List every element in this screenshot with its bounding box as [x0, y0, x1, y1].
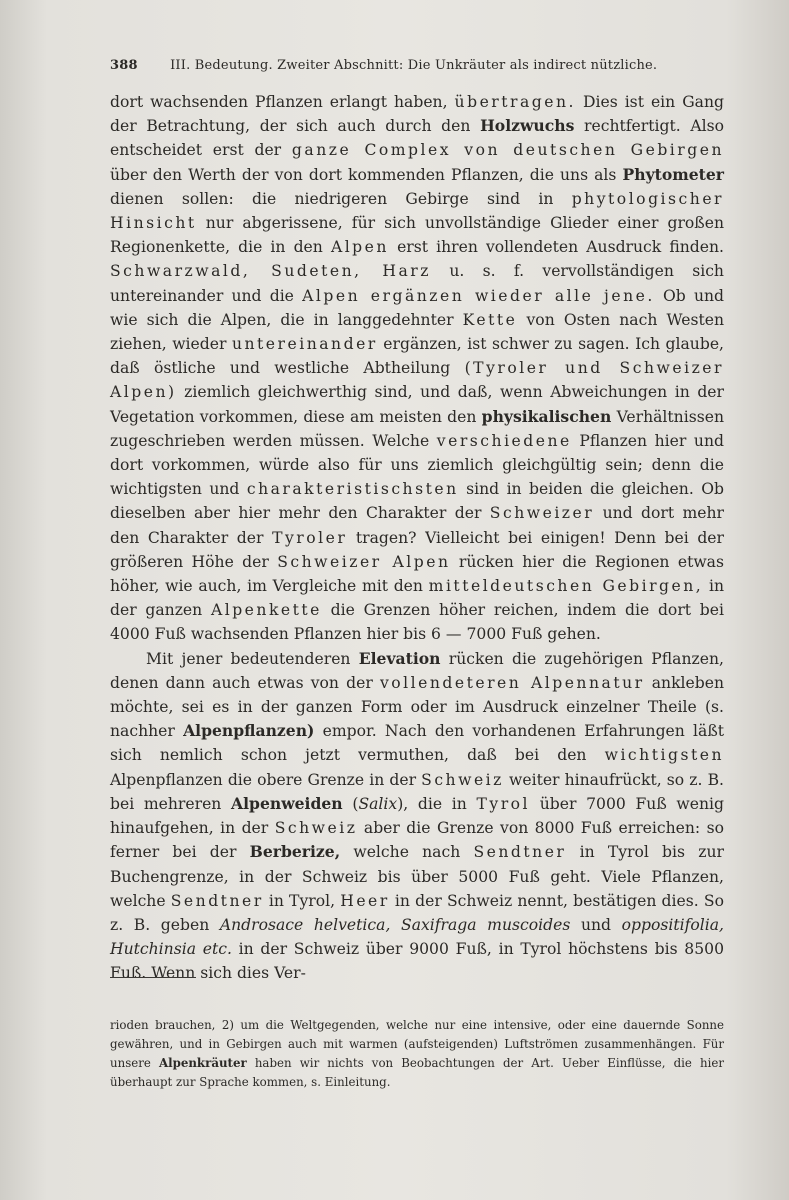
text-run: dienen sollen: die niedrigeren Gebirge sind in — [110, 189, 554, 208]
spaced-text: Heer — [340, 891, 390, 910]
spaced-text: charakteristischsten — [246, 480, 459, 499]
text-run: Ob und wie sich die Alpen, die in langgedehnter — [110, 286, 725, 329]
spaced-text: Schweiz — [421, 770, 504, 789]
page-number: 388 — [110, 58, 138, 73]
italic-term: Salix — [358, 794, 398, 813]
text-run: Alpenpflanzen die obere Grenze in der — [110, 770, 417, 789]
text-run: über den Werth der von dort kommenden Pflanzen, die uns als — [110, 165, 617, 184]
text-run: in der Schweiz nennt, bestätigen dies. So z. B. geben — [110, 891, 724, 934]
footnote-divider — [110, 977, 196, 978]
text-run: und — [580, 915, 612, 934]
bold-term: Alpenpflanzen) — [183, 721, 315, 741]
text-run: in der ganzen — [110, 577, 724, 620]
running-title: III. Bedeutung. Zweiter Abschnitt: Die Unkräuter als indirect nützliche. — [170, 58, 658, 73]
spaced-text: wichtigsten — [604, 746, 724, 765]
text-run: sind in beiden die gleichen. Ob dieselben aber hier mehr den Charakter der — [110, 480, 724, 523]
text-run: tragen? Vielleicht bei einigen! Denn bei der größeren Höhe der — [110, 528, 724, 571]
text-run: in Tyrol bis zur Buchengrenze, in der Schweiz bis über 5000 Fuß geht. Viele Pflanzen, welche — [110, 843, 724, 910]
text-run: nur abgerissene, für sich unvollständige Glieder einer großen Regionenkette, die in den — [110, 214, 724, 257]
spaced-text: Alpen ergänzen wieder alle jene. — [302, 286, 655, 305]
text-run: über 7000 Fuß wenig hinaufgehen, in der — [110, 794, 725, 838]
text-run: rücken die zugehörigen Pflanzen, denen dann auch etwas von der — [110, 649, 724, 692]
footnote — [110, 1016, 724, 1092]
spaced-text: mitteldeutschen Gebirgen, — [428, 577, 704, 596]
text-run: von Osten nach Westen ziehen, wieder — [110, 310, 724, 354]
text-run: erst ihren vollendeten Ausdruck finden. — [397, 238, 724, 257]
spaced-text: Tyrol — [476, 794, 531, 813]
text-run: Dies ist ein Gang der Betrachtung, der sich auch durch den — [110, 93, 724, 136]
running-header — [110, 58, 670, 73]
spaced-text: untereinander — [231, 335, 378, 354]
spaced-text: verschiedene — [436, 431, 572, 450]
spaced-text: Kette — [462, 310, 518, 329]
italic-term: Androsace helvetica, Saxifraga muscoides — [219, 915, 571, 934]
text-run: ergänzen, ist schwer zu sagen. Ich glaube, daß östliche und westliche Abtheilung — [110, 335, 724, 378]
text-run: empor. Nach den vorhandenen Erfahrungen läßt sich nemlich schon jetzt vermuthen, daß bei den — [110, 722, 724, 765]
bold-term: Alpenkräuter — [158, 1056, 247, 1070]
footnote-text — [110, 1016, 724, 1092]
text-run: rioden brauchen, 2) um die Weltgegenden, welche nur eine intensive, oder eine dauernde Sonne gewähren, und in Gebirgen auch mit warmen (aufsteigenden) Luftströmen zusammenhängen. Für unsere — [110, 1018, 724, 1070]
text-run: ), die in — [397, 794, 467, 813]
spaced-text: ganze Complex von deutschen Gebirgen — [291, 141, 724, 160]
bold-term: Elevation — [358, 648, 441, 668]
text-run: haben wir nichts von Beobachtungen der Art. Ueber Einflüsse, die hier überhaupt zur Sprache kommen, s. Einleitung. — [110, 1056, 724, 1089]
spaced-text: übertragen. — [454, 93, 576, 111]
spaced-text: Alpenkette — [210, 601, 322, 620]
spaced-text: Schweizer Alpen — [277, 552, 451, 571]
text-run: welche nach — [353, 843, 461, 862]
spaced-text: Sendtner — [170, 891, 264, 910]
spaced-text: Tyroler — [272, 528, 348, 547]
spaced-text: vollendeteren Alpennatur — [379, 673, 645, 692]
bold-term: Alpenweiden — [231, 793, 343, 813]
bold-term: Phytometer — [622, 164, 724, 184]
paragraph-2 — [110, 647, 724, 986]
spaced-text: Schweiz — [274, 819, 358, 838]
main-text — [110, 90, 724, 986]
text-run: aber die Grenze von 8000 Fuß erreichen: so ferner bei der — [110, 819, 725, 862]
text-run: ankleben möchte, sei es in der ganzen Form oder im Ausdruck einzelner Theile (s. nachher — [110, 673, 725, 741]
text-run: Verhältnissen zugeschrieben werden müssen. Welche — [110, 407, 724, 450]
spaced-text: Schwarzwald, Sudeten, Harz — [110, 262, 431, 281]
text-run: in Tyrol, — [268, 891, 336, 910]
text-run: dort wachsenden Pflanzen erlangt haben, — [110, 93, 448, 111]
spaced-text: phytologischer Hinsicht — [110, 189, 724, 233]
bold-term: physikalischen — [481, 406, 612, 426]
spaced-text: Alpen — [330, 238, 389, 257]
text-run: die Grenzen höher reichen, indem die dort bei 4000 Fuß wachsenden Pflanzen hier bis 6 — 7000 Fuß gehen. — [110, 601, 724, 644]
text-run: weiter hinaufrückt, so z. B. bei mehreren — [110, 770, 724, 813]
bold-term: Berberize, — [249, 842, 341, 862]
spaced-text: Schweizer — [489, 504, 595, 523]
text-run: und dort mehr den Charakter der — [110, 504, 724, 547]
text-run: Pflanzen hier und dort vorkommen, würde also für uns ziemlich gleichgültig sein; denn die wichtigsten und — [110, 431, 724, 499]
text-run: rücken hier die Regionen etwas höher, wie auch, im Vergleiche mit den — [110, 552, 724, 596]
text-run: ( — [352, 794, 359, 813]
text-run: in der Schweiz über 9000 Fuß, in Tyrol höchstens bis 8500 Fuß. Wenn sich dies Ver- — [110, 940, 724, 983]
italic-term: oppositifolia, Hutchinsia etc. — [110, 915, 724, 959]
text-run: ziemlich gleichwerthig sind, und daß, wenn Abweichungen in der Vegetation vorkommen, diese am meisten den — [110, 383, 724, 426]
spaced-text: (Tyroler und Schweizer Alpen) — [110, 359, 724, 402]
text-run: rechtfertigt. Also entscheidet erst der — [110, 117, 724, 160]
paragraph-1 — [110, 90, 724, 647]
text-run: u. s. f. vervollständigen sich untereinander und die — [110, 262, 724, 305]
spaced-text: Sendtner — [473, 843, 567, 862]
bold-term: Holzwuchs — [480, 116, 575, 136]
text-run: Mit jener bedeutenderen — [146, 649, 351, 668]
